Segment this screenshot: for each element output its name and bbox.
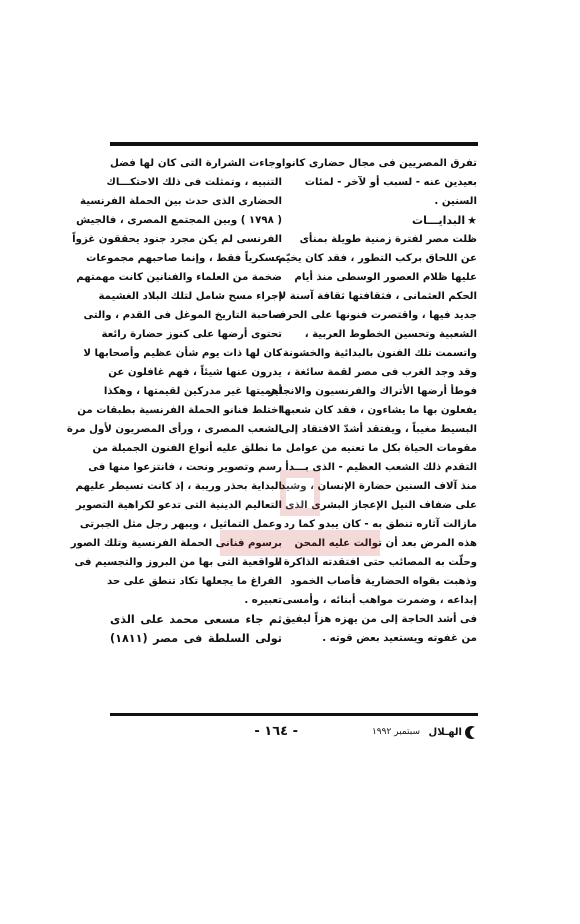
star-icon: ★	[467, 214, 477, 227]
text-line: ضخمة من العلماء والفنانين كانت مهمتهم	[76, 272, 282, 283]
text-line: الحكم العثمانى ، فثقافتها ثقافة آسنة لا	[278, 291, 477, 302]
text-line: الفرنسى لم يكن مجرد جنود يحققون غزواً	[72, 234, 282, 245]
page-footer	[110, 720, 478, 746]
text-line: الحضارى الذى حدث بين الحملة الفرنسية	[80, 196, 282, 207]
page-number: - ١٦٤ -	[254, 724, 298, 739]
text-line: صاحبة التاريخ الموغل فى القدم ، والتى	[83, 310, 282, 321]
text-line: فى أشد الحاجة إلى من يهزه هزاً ليفيق	[282, 614, 477, 625]
text-line: وجاءت الشرارة التى كان لها فضل	[110, 158, 282, 169]
footer-rule	[110, 713, 478, 716]
text-line: إجراء مسح شامل لتلك البلاد الغشيمة	[98, 291, 282, 302]
text-line: بعيدين عنه - لسبب أو لآخر - لمئات	[304, 177, 477, 188]
text-line: وحلّت به المصائب حتى افتقدته الذاكرة ،	[276, 557, 477, 568]
text-line: يفعلون بها ما يشاءون ، فقد كان شعبها	[280, 405, 477, 416]
text-line: البداية بحذر وريبة ، إذ كانت تسيطر عليهم	[75, 481, 282, 492]
text-line: من غفوته ويستعيد بعض قوته .	[322, 633, 477, 644]
text-line: جديد فيها ، واقتصرت فنونها على الحرف	[274, 310, 477, 321]
text-line: منذ آلاف السنين حضارة الإنسان ، وشيد	[280, 481, 477, 492]
text-line: تفرق المصريين فى مجال حضارى كانوا	[281, 158, 477, 169]
text-line: عسكرياً فقط ، وإنما صاحبهم مجموعات	[86, 253, 282, 264]
text-line: واتسمت تلك الفنون بالبدائية والخشونة .	[275, 348, 477, 359]
text-line: فوطأ أرضها الأتراك والفرنسيون والانجليز	[268, 386, 477, 397]
text-line: التقدم ذلك الشعب العظيم - الذى بـــدأ	[285, 462, 477, 473]
lead-line: تولى السلطة فى مصر (١٨١١)	[110, 632, 282, 645]
text-line: هذه المرض بعد أن توالت عليه المحن	[294, 538, 477, 549]
top-rule	[110, 142, 478, 146]
left-column	[66, 154, 282, 648]
text-line: وعمل التماثيل ، ويبهر رجل مثل الجبرتى	[79, 519, 282, 530]
text-line: ( ١٧٩٨ ) وبين المجتمع المصرى ، فالجيش	[76, 215, 282, 226]
text-line: البسيط مغيباً ، ويفتقد أشدّ الافتقاد إلى	[280, 424, 477, 435]
text-line: يدرون عنها شيئاً ، فهم غافلون عن	[108, 367, 282, 378]
text-line: مقومات الحياة بكل ما تعنيه من عوامل	[285, 443, 477, 454]
issue-date: سبتمبر ١٩٩٢	[371, 727, 420, 737]
text-line: برسوم فنانى الحملة الفرنسية وتلك الصور	[70, 538, 282, 549]
text-line: كان لها ذات يوم شأن عظيم وأصحابها لا	[83, 348, 282, 359]
text-line: التنبيه ، وتمثلت فى ذلك الاحتكـــاك	[106, 177, 282, 188]
text-line: رسم وتصوير ونحت ، فانتزعوا منها فى	[88, 462, 282, 473]
text-line: الشعب المصرى ، ورأى المصريون لأول مرة	[66, 424, 282, 435]
text-line: ما نطلق عليه أنواع الفنون الجميلة من	[92, 443, 282, 454]
text-line: الفراغ ما يجعلها تكاد تنطق على حد	[106, 576, 282, 587]
text-line: التعاليم الدينية التى تدعو لكراهية التصوير	[75, 500, 282, 511]
text-line: وذهبت بقواه الحضارية فأصاب الخمود	[290, 576, 477, 587]
text-line: ظلت مصر لفترة زمنية طويلة بمنأى	[299, 234, 477, 245]
magazine-brand	[429, 726, 478, 739]
text-line: عليها ظلام العصور الوسطى منذ أيام	[294, 272, 477, 283]
text-line: الشعبية وتحسين الخطوط العربية ،	[304, 329, 477, 340]
text-line: إبداعه ، وضمرت مواهب أبنائه ، وأمسى	[282, 595, 477, 606]
text-line: الواقعية التى بها من البروز والتجسيم فى	[74, 557, 282, 568]
section-heading-text: البدايـــات	[412, 214, 466, 227]
text-line: وقد وجد الغرب فى مصر لقمة سائغة ،	[286, 367, 477, 378]
brand-name: الهـلال	[428, 727, 462, 738]
section-heading	[305, 211, 477, 230]
text-line: السنين .	[434, 196, 477, 207]
text-line: على ضفاف النيل الإعجاز البشرى الذى	[285, 500, 477, 511]
crescent-icon	[465, 726, 478, 739]
lead-line: ثم جاء مسعى محمد على الذى	[110, 613, 282, 626]
text-line: اختلط فنانو الحملة الفرنسية بطبقات من	[77, 405, 282, 416]
text-line: تحتوى أرضها على كنوز حضارة رائعة	[101, 329, 282, 340]
text-line: عن اللحاق بركب التطور ، فقد كان يخيّم	[278, 253, 477, 264]
text-line: تعبيره .	[244, 595, 282, 606]
text-line: أهميتها غير مدركين لقيمتها ، وهكذا	[103, 386, 282, 397]
text-line: مازالت آثاره تنطق به - كان يبدو كما رد	[283, 519, 477, 530]
right-column	[268, 154, 477, 648]
